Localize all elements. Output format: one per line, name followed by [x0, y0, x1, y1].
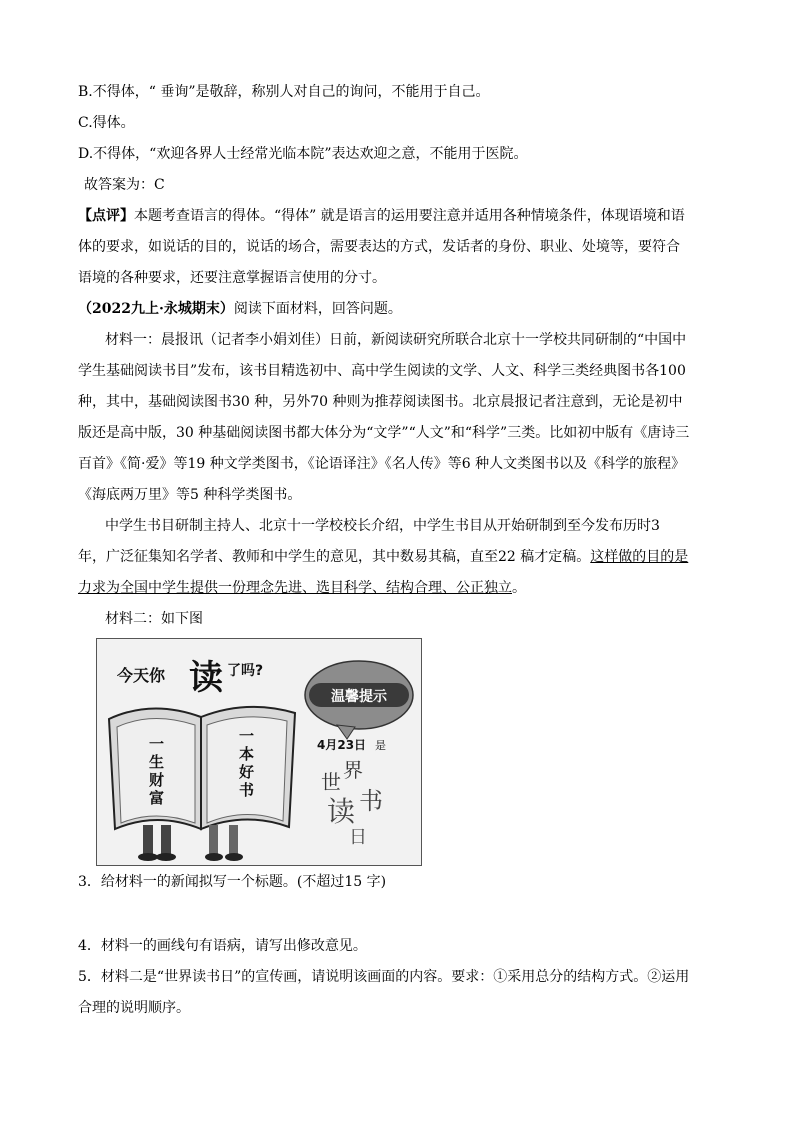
source-instruction: 阅读下面材料，回答问题。	[233, 301, 402, 317]
day-char-du: 读	[327, 795, 356, 828]
right-page-char-3: 好	[239, 763, 255, 781]
day-char-ri: 日	[349, 827, 367, 848]
answer-option-b: B.不得体，“ 垂询”是敬辞，称别人对自己的询问，不能用于自己。	[78, 84, 490, 100]
left-page-char-3: 财	[149, 771, 165, 789]
left-page-char-2: 生	[149, 753, 165, 771]
material-one-line-7: 中学生书目研制主持人、北京十一学校校长介绍，中学生书目从开始研制到至今发布历时3	[105, 518, 660, 534]
commentary-text: 本题考查语言的得体。“得体” 就是语言的运用要注意并适用各种情境条件，体现语境和语	[134, 208, 685, 224]
day-char-jie: 界	[343, 758, 363, 782]
underlined-sentence-end: 力求为全国中学生提供一份理念先进、选目科学、结构合理、公正独立	[78, 580, 512, 596]
commentary-line-3: 语境的各种要求，还要注意掌握语言使用的分寸。	[78, 270, 386, 286]
question-3: 3．给材料一的新闻拟写一个标题。(不超过15 字)	[78, 874, 387, 890]
source-label: （2022九上·永城期末）	[78, 301, 234, 317]
answer-option-d: D.不得体，“欢迎各界人士经常光临本院”表达欢迎之意，不能用于医院。	[78, 146, 528, 162]
answer-key: 故答案为：C	[84, 177, 165, 193]
right-page-char-4: 书	[239, 781, 255, 799]
right-page-char-1: 一	[239, 727, 255, 745]
poster-headline-big: 读	[189, 658, 223, 698]
day-char-shu: 书	[359, 787, 383, 815]
question-4: 4．材料一的画线句有语病，请写出修改意见。	[78, 938, 367, 954]
question-5-line-2: 合理的说明顺序。	[78, 1000, 190, 1016]
material-one-line-6: 《海底两万里》等5 种科学类图书。	[78, 487, 302, 503]
question-5-line-1: 5．材料二是“世界读书日”的宣传画，请说明该画面的内容。要求：①采用总分的结构方式。②运用	[78, 969, 690, 985]
poster-date: 4月23日	[317, 738, 367, 752]
answer-option-c: C.得体。	[78, 115, 135, 131]
reminder-badge-text: 温馨提示	[331, 689, 387, 705]
right-page-char-2: 本	[239, 745, 255, 763]
material-two-caption: 材料二：如下图	[105, 611, 203, 627]
material-one-line-2: 学生基础阅读书目”发布，该书目精选初中、高中学生阅读的文学、人文、科学三类经典图书各100	[78, 363, 686, 379]
sentence-period: 。	[512, 580, 526, 596]
poster-date-suffix: 是	[375, 739, 386, 752]
material-one-line-3: 种，其中，基础阅读图书30 种，另外70 种则为推荐阅读图书。北京晨报记者注意到，无论是初中	[78, 394, 683, 410]
left-page-char-4: 富	[149, 789, 165, 807]
question-source	[78, 299, 718, 319]
commentary-line-2: 体的要求，如说话的目的，说话的场合，需要表达的方式，发话者的身份、职业、处境等，要符合	[78, 239, 680, 255]
day-char-shi: 世	[321, 770, 341, 794]
poster-headline-post: 了吗?	[227, 663, 264, 679]
material-one-line-8	[78, 547, 718, 567]
material-one-line-1: 材料一：晨报讯（记者李小娟刘佳）日前，新阅读研究所联合北京十一学校共同研制的“中国中	[105, 332, 687, 348]
poster-headline-pre: 今天你	[117, 666, 166, 685]
commentary-label: 【点评】	[78, 208, 134, 224]
left-page-char-1: 一	[149, 735, 165, 753]
commentary-line-1	[78, 206, 718, 226]
plain-text: 年，广泛征集知名学者、教师和中学生的意见，其中数易其稿，直至22 稿才定稿。	[78, 549, 591, 565]
material-one-line-5: 百首》《简·爱》等19 种文学类图书，《论语译注》《名人传》等6 种人文类图书以及《科学的旅程》	[78, 456, 686, 472]
underlined-sentence-start: 这样做的目的是	[590, 549, 689, 565]
reading-day-poster	[96, 638, 422, 866]
material-one-line-4: 版还是高中版，30 种基础阅读图书都大体分为“文学”“人文”和“科学”三类。比如初中版有《唐诗三	[78, 425, 690, 441]
material-one-line-9	[78, 578, 718, 598]
